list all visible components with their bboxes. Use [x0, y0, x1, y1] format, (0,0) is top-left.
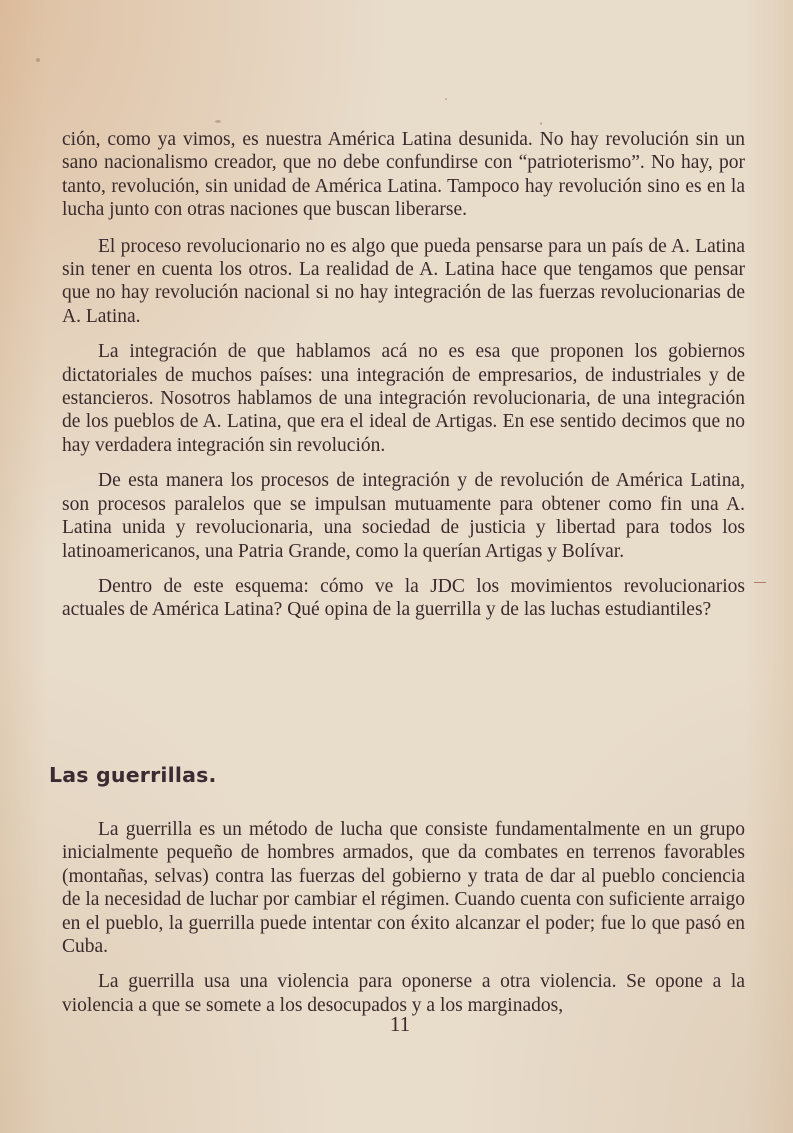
paper-speck — [445, 98, 447, 100]
paragraph: Dentro de este esquema: cómo ve la JDC los movimientos revolucionarios actuales de América Latina? Qué opina de la guerrilla y de las luchas estudiantiles? — [62, 575, 745, 621]
paragraph: De esta manera los procesos de integración y de revolución de América Latina, son procesos paralelos que se impulsan mutuamente para obtener como fin una A. Latina unida y revolucionaria, una sociedad de justicia y libertad para todos los latinoamericanos, una Patria Grande, como la querían Artigas y Bolívar. — [62, 470, 745, 562]
paper-speck — [540, 122, 542, 125]
paragraph: ción, como ya vimos, es nuestra América Latina desunida. No hay revolución sin un sano nacionalismo creador, que no debe confundirse con “patrioterismo”. No hay, por tanto, revolución, sin unidad de América Latina. Tampoco hay revolución sino es en la lucha junto con otras naciones que buscan liberarse. — [62, 129, 745, 221]
body-text-section — [62, 818, 745, 1029]
paper-speck — [36, 58, 40, 62]
page-number: 11 — [389, 1012, 411, 1036]
paragraph: La guerrilla es un método de lucha que consiste fundamentalmente en un grupo inicialmente pequeño de hombres armados, que da combates en terrenos favorables (montañas, selvas) contra las fuerzas del gobierno y trata de dar al pueblo conciencia de la necesidad de luchar por cambiar el régimen. Cuando cuenta con suficiente arraigo en el pueblo, la guerrilla puede intentar con éxito alcanzar el poder; fue lo que pasó en Cuba. — [62, 819, 745, 958]
paper-speck — [215, 120, 221, 123]
paragraph: La integración de que hablamos acá no es esa que proponen los gobiernos dictatoriales de muchos países: una integración de empresarios, de industriales y de estancieros. Nosotros hablamos de una integración revolucionaria, de una integración de los pueblos de A. Latina, que era el ideal de Artigas. En ese sentido decimos que no hay verdadera integración sin revolución. — [62, 341, 745, 456]
paragraph: El proceso revolucionario no es algo que pueda pensarse para un país de A. Latina sin tener en cuenta los otros. La realidad de A. Latina hace que tengamos que pensar que no hay revolución nacional si no hay integración de las fuerzas revolucionarias de A. Latina. — [62, 235, 745, 327]
body-text-top — [62, 128, 745, 634]
margin-pencil-mark — [754, 582, 766, 583]
paragraph: La guerrilla usa una violencia para oponerse a otra violencia. Se opone a la violencia a que se somete a los desocupados y a los marginados, — [62, 971, 745, 1016]
section-heading: Las guerrillas. — [49, 763, 217, 787]
